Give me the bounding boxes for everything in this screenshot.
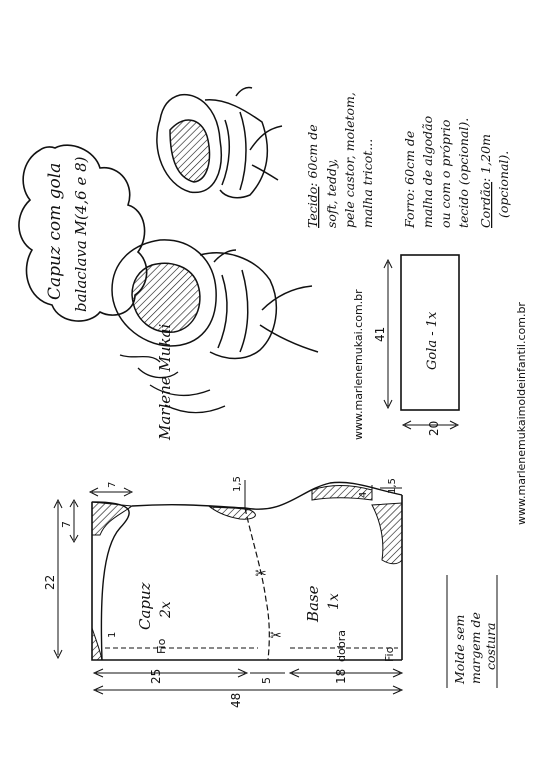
cord-label: Cordão: [478, 181, 493, 228]
cord-value: : 1,20m: [478, 134, 493, 182]
base-label: Base: [304, 585, 322, 622]
svg-text:Tecido: 60cm de: [305, 124, 320, 228]
svg-text:Cordão: 1,20m: [478, 134, 493, 228]
collar-height: 20: [427, 420, 441, 436]
hood-count: 2x: [158, 601, 174, 618]
lining-4: tecido (opcional).: [456, 117, 471, 228]
hood-label: Capuz: [136, 582, 154, 630]
dim-fold-gap: 5: [260, 677, 273, 684]
hood-grain-label: Fio: [155, 638, 168, 654]
note-line3: costura: [483, 622, 498, 670]
scissors-icon-2: ✂: [270, 628, 282, 644]
base-fold-label: dobra: [335, 630, 348, 662]
fabric-label: Tecido: [305, 186, 320, 228]
website-molde-url: www.marlenemukaimoldeinfantil.com.br: [515, 302, 528, 525]
note-line2: margem de: [468, 612, 483, 684]
dim-hood-height: 25: [149, 668, 163, 684]
dim-small-top: 7: [107, 481, 118, 488]
materials-block: [305, 92, 511, 229]
title-line1: Capuz com gola: [45, 162, 65, 300]
dim-small-left: 7: [60, 521, 73, 528]
lining-1: Forro: 60cm de: [402, 130, 417, 228]
scissors-icon: ✂: [255, 566, 267, 582]
fabric-types-2: pele castor, moletom,: [342, 92, 357, 228]
base-grain-label: Fio: [383, 646, 396, 662]
dim-corner: 1: [107, 631, 118, 638]
dim-mid: 1,5: [232, 476, 243, 492]
fabric-types-1: soft, teddy,: [324, 158, 339, 228]
lining-2: malha de algodão: [420, 115, 435, 228]
title-badge: [19, 145, 147, 321]
seam-note: [447, 575, 498, 688]
title-line2: balaclava M(4,6 e 8): [72, 156, 90, 312]
website-url: www.marlenemukai.com.br: [352, 289, 365, 440]
dim-base-height: 18: [334, 668, 348, 684]
cord-note: (opcional).: [496, 150, 511, 218]
collar-piece: [373, 255, 459, 436]
lining-3: ou com o próprio: [438, 119, 453, 228]
signature: [120, 323, 225, 441]
fabric-types-3: malha tricot...: [360, 138, 375, 228]
hood-illustration-top: [157, 87, 282, 197]
note-line1: Molde sem: [452, 614, 467, 684]
dim-width: 22: [43, 574, 57, 590]
collar-width: 41: [373, 326, 387, 342]
dim-base-side: 1,5: [387, 478, 398, 494]
dim-base-top: 4: [358, 491, 369, 498]
base-count: 1x: [326, 593, 342, 610]
signature-text: Marlene Mukai: [156, 323, 174, 440]
hood-base-pattern: [43, 476, 402, 708]
fabric-amount: : 60cm de: [305, 124, 320, 187]
dim-total-height: 48: [229, 692, 243, 708]
collar-label: Gola - 1x: [425, 311, 440, 370]
